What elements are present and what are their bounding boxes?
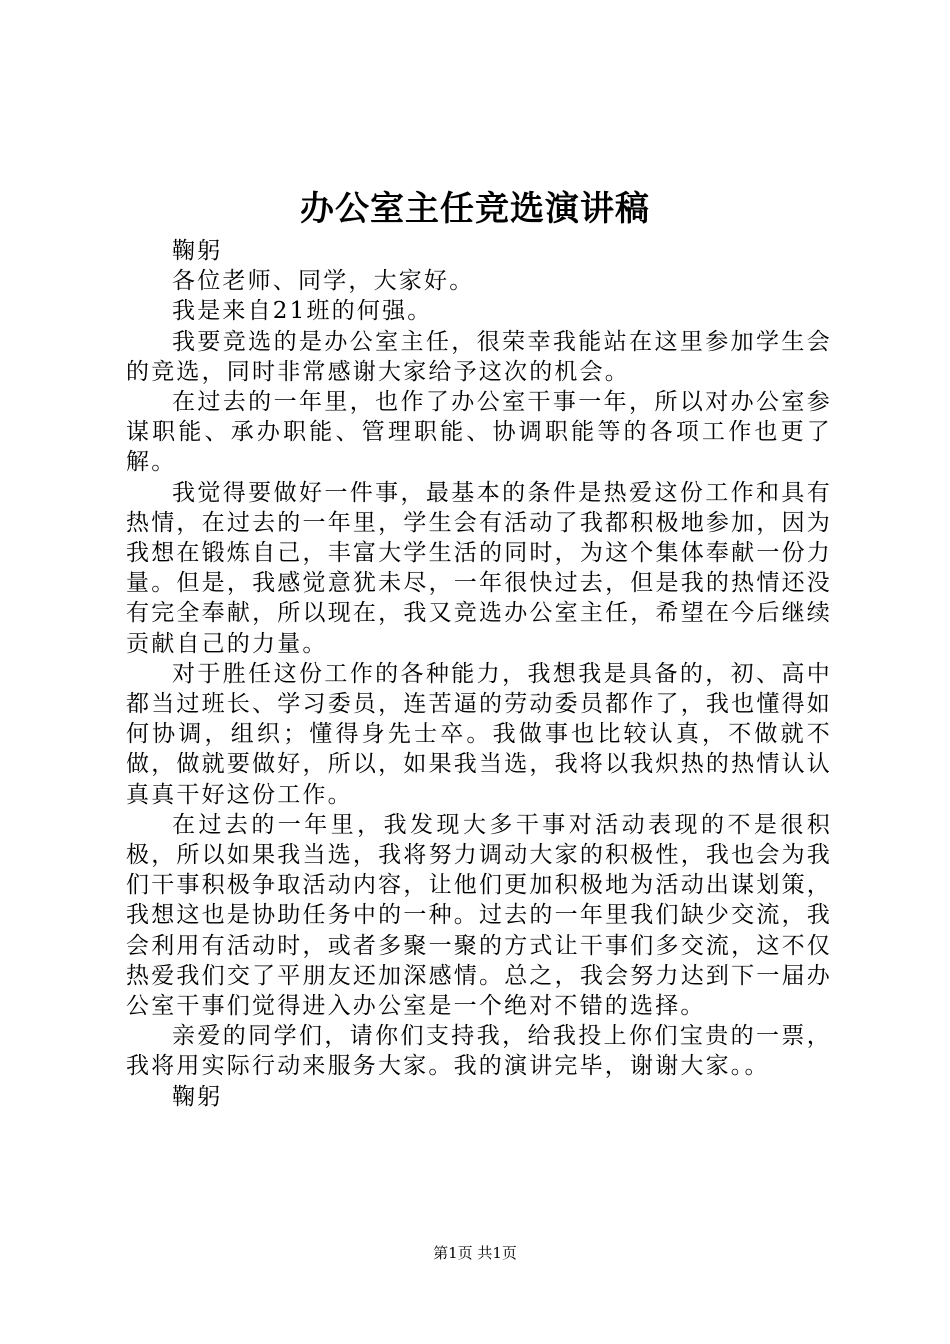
paragraph: 亲爱的同学们，请你们支持我，给我投上你们宝贵的一票，我将用实际行动来服务大家。我的演讲完毕，谢谢大家。。 — [126, 1023, 832, 1080]
page-footer: 第1页 共1页 — [433, 1244, 517, 1262]
document-title: 办公室主任竞选演讲稿 — [300, 189, 650, 229]
document-body — [126, 236, 832, 1112]
paragraph: 各位老师、同学，大家好。 — [172, 268, 475, 295]
paragraph: 在过去的一年里，也作了办公室干事一年，所以对办公室参谋职能、承办职能、管理职能、协调职能等的各项工作也更了解。 — [126, 389, 832, 476]
paragraph: 我觉得要做好一件事，最基本的条件是热爱这份工作和具有热情，在过去的一年里，学生会有活动了我都积极地参加，因为我想在锻炼自己，丰富大学生活的同时，为这个集体奉献一份力量。但是，我感觉意犹未尽，一年很快过去，但是我的热情还没有完全奉献，所以现在，我又竞选办公室主任，希望在今后继续贡献自己的力量。 — [126, 479, 832, 657]
paragraph: 鞠躬 — [172, 1083, 223, 1110]
paragraph: 我是来自21班的何强。 — [172, 298, 433, 325]
paragraph: 对于胜任这份工作的各种能力，我想我是具备的，初、高中都当过班长、学习委员，连苦逼的劳动委员都作了，我也懂得如何协调，组织；懂得身先士卒。我做事也比较认真，不做就不做，做就要做好，所以，如果我当选，我将以我炽热的热情认认真真干好这份工作。 — [126, 660, 832, 808]
paragraph: 我要竞选的是办公室主任，很荣幸我能站在这里参加学生会的竞选，同时非常感谢大家给予这次的机会。 — [126, 328, 832, 385]
paragraph: 在过去的一年里，我发现大多干事对活动表现的不是很积极，所以如果我当选，我将努力调动大家的积极性，我也会为我们干事积极争取活动内容，让他们更加积极地为活动出谋划策，我想这也是协助任务中的一种。过去的一年里我们缺少交流，我会利用有活动时，或者多聚一聚的方式让干事们多交流，这不仅热爱我们交了平朋友还加深感情。总之，我会努力达到下一届办公室干事们觉得进入办公室是一个绝对不错的选择。 — [126, 811, 832, 1020]
paragraph: 鞠躬 — [172, 238, 223, 264]
